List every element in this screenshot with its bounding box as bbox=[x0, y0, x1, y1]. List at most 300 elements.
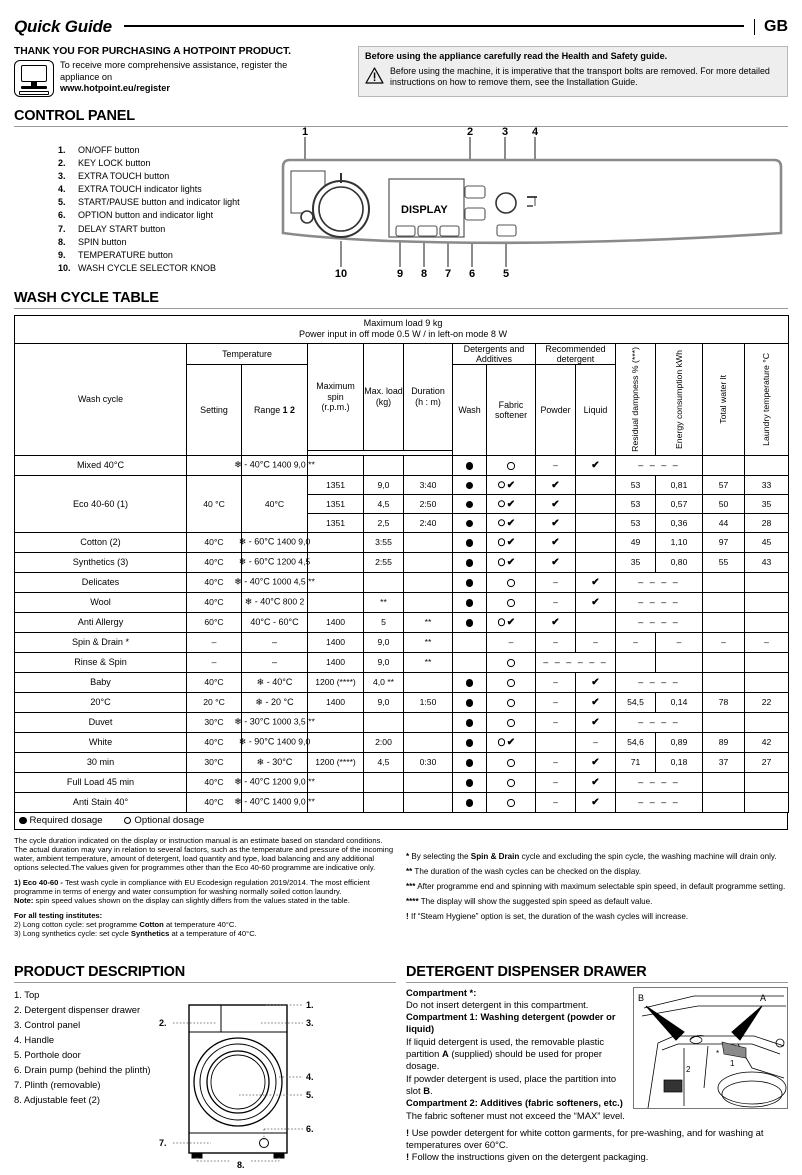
optional-dosage-icon bbox=[507, 719, 515, 727]
cell-total-water bbox=[703, 712, 745, 732]
col-detergents: Detergents and Additives bbox=[453, 343, 536, 365]
table-row bbox=[15, 592, 789, 612]
cell-powder bbox=[536, 475, 576, 494]
check-icon: ✔ bbox=[591, 697, 600, 709]
note-duration: The cycle duration indicated on the display or instruction manual is an estimate based on standard conditions. The actual duration may vary in relation to several factors, such as the temperature and pressure of the incoming water, ambient temperature, amount of detergent, load quantity and type, load balancing and any additional options selected.The values given for programmes other than the Eco 40-60 programme are indicative only. bbox=[14, 835, 394, 872]
cell-residual-energy: – – – – bbox=[616, 455, 703, 475]
check-icon: ✔ bbox=[591, 677, 600, 689]
cell-wash-dosage bbox=[453, 592, 487, 612]
cp-item-label: SPIN button bbox=[78, 236, 127, 247]
cell-residual-energy: – – – – bbox=[616, 572, 703, 592]
cell-max-spin bbox=[308, 772, 364, 792]
table-row bbox=[15, 792, 789, 812]
cell-max-load: 9,0 bbox=[364, 652, 404, 672]
cell-setting: 40°C bbox=[187, 772, 242, 792]
control-panel-section bbox=[14, 127, 788, 279]
required-dosage-icon bbox=[466, 462, 474, 470]
cell-max-load: 5 bbox=[364, 612, 404, 632]
optional-dosage-icon bbox=[498, 500, 506, 508]
cell-range: – bbox=[242, 632, 308, 652]
pd-callout-3: 3. bbox=[305, 1017, 314, 1028]
cell-total-water: 57 bbox=[703, 475, 745, 494]
intro-section bbox=[14, 46, 788, 97]
table-row bbox=[15, 652, 789, 672]
table-row bbox=[15, 475, 789, 494]
cell-max-load: 4,5 bbox=[364, 494, 404, 513]
cell-max-spin: 1400 bbox=[308, 652, 364, 672]
page-header bbox=[14, 14, 788, 40]
cell-setting: 60°C bbox=[187, 612, 242, 632]
cell-wash-cycle: Cotton (2) bbox=[15, 532, 187, 552]
compartment-2-heading: Compartment 2: Additives (fabric softeners, etc.) bbox=[406, 1097, 623, 1109]
cell-powder: – bbox=[536, 712, 576, 732]
cell-max-load bbox=[364, 572, 404, 592]
table-row bbox=[15, 532, 789, 552]
cp-item-number: 7. bbox=[58, 223, 66, 234]
cp-item-number: 8. bbox=[58, 236, 66, 247]
table-row bbox=[15, 672, 789, 692]
cell-total-water bbox=[703, 792, 745, 812]
pd-item: 8. Adjustable feet (2) bbox=[14, 1094, 100, 1106]
cell-energy-consumption bbox=[656, 652, 703, 672]
cell-powder bbox=[536, 532, 576, 552]
required-dosage-icon bbox=[466, 679, 474, 687]
cell-laundry-temperature: 35 bbox=[745, 494, 789, 513]
cell-residual-energy: – – – – bbox=[616, 792, 703, 812]
table-row bbox=[15, 772, 789, 792]
required-dosage-icon bbox=[466, 619, 474, 627]
cell-fabric-softener bbox=[487, 455, 536, 475]
register-line-2: appliance on bbox=[60, 71, 113, 82]
cell-fabric-softener bbox=[487, 652, 536, 672]
cell-range: ❄ - 60°C 1200 4,5 bbox=[242, 552, 308, 572]
cell-wash-dosage bbox=[453, 712, 487, 732]
cell-max-spin: 1351 bbox=[308, 513, 364, 532]
col-energy-consumption: Energy consumption kWh bbox=[656, 343, 703, 455]
cell-residual-energy: – – – – bbox=[616, 712, 703, 732]
cell-residual-dampness: – bbox=[616, 632, 656, 652]
check-icon: ✔ bbox=[506, 537, 516, 549]
cell-max-spin: 1200 (****) bbox=[308, 752, 364, 772]
pd-item: 7. Plinth (removable) bbox=[14, 1079, 101, 1091]
cp-item-label: START/PAUSE button and indicator light bbox=[78, 197, 240, 208]
check-icon: ✔ bbox=[591, 717, 600, 729]
cell-residual-dampness: 53 bbox=[616, 494, 656, 513]
col-setting: Setting bbox=[187, 365, 242, 455]
pd-item: 6. Drain pump (behind the plinth) bbox=[14, 1064, 151, 1076]
required-dosage-icon bbox=[466, 699, 474, 707]
cell-wash-dosage bbox=[453, 692, 487, 712]
drawer-warning-2: ! Follow the instructions given on the detergent packaging. bbox=[406, 1151, 649, 1163]
footnote-2: ** The duration of the wash cycles can be checked on the display. bbox=[406, 866, 642, 876]
cell-fabric-softener bbox=[487, 752, 536, 772]
cell-residual-dampness: 53 bbox=[616, 475, 656, 494]
pd-callout-8: 8. bbox=[236, 1159, 245, 1170]
cell-fabric-softener bbox=[487, 552, 536, 572]
required-dosage-icon bbox=[466, 779, 474, 787]
cell-duration: ** bbox=[404, 632, 453, 652]
table-row bbox=[15, 732, 789, 752]
cell-liquid bbox=[576, 455, 616, 475]
header-rule bbox=[124, 25, 744, 27]
pd-callout-5: 5. bbox=[305, 1089, 314, 1100]
cell-wash-cycle: Synthetics (3) bbox=[15, 552, 187, 572]
footnote-3: *** After programme end and spinning with maximum selectable spin speed, in default programme setting. bbox=[406, 881, 786, 891]
callout-8: 8 bbox=[420, 268, 428, 277]
cell-max-load: 9,0 bbox=[364, 692, 404, 712]
cell-liquid bbox=[576, 612, 616, 632]
cell-setting: 40°C bbox=[187, 552, 242, 572]
cell-max-load: 2,5 bbox=[364, 513, 404, 532]
cell-total-water: 44 bbox=[703, 513, 745, 532]
check-icon: ✔ bbox=[591, 797, 600, 809]
cell-setting: – bbox=[187, 652, 242, 672]
control-panel-heading: CONTROL PANEL bbox=[14, 108, 135, 124]
cell-liquid bbox=[576, 772, 616, 792]
cell-wash-cycle: Anti Stain 40° bbox=[15, 792, 187, 812]
cell-laundry-temperature: 33 bbox=[745, 475, 789, 494]
cell-liquid bbox=[576, 552, 616, 572]
cell-wash-dosage bbox=[453, 532, 487, 552]
check-icon: ✔ bbox=[591, 597, 600, 609]
cell-max-spin: 1351 bbox=[308, 494, 364, 513]
cell-duration: 3:40 bbox=[404, 475, 453, 494]
cell-powder bbox=[536, 513, 576, 532]
cell-powder: – bbox=[536, 455, 576, 475]
optional-dosage-icon bbox=[498, 558, 506, 566]
cell-residual-dampness: 53 bbox=[616, 513, 656, 532]
cell-residual-dampness: 54,5 bbox=[616, 692, 656, 712]
cell-range: 40°C - 60°C bbox=[242, 612, 308, 632]
col-range: Range 1 2 bbox=[242, 365, 308, 455]
col-laundry-temperature: Laundry temperature °C bbox=[745, 343, 789, 455]
cell-max-load: 3:55 bbox=[364, 532, 404, 552]
check-icon: ✔ bbox=[506, 557, 516, 569]
cell-max-load: 4,0 ** bbox=[364, 672, 404, 692]
thank-you-block bbox=[14, 46, 344, 97]
required-dosage-icon bbox=[466, 759, 474, 767]
optional-dosage-icon bbox=[498, 738, 506, 746]
cell-fabric-softener bbox=[487, 792, 536, 812]
cell-total-water bbox=[703, 572, 745, 592]
check-icon: ✔ bbox=[551, 479, 560, 491]
footnote-5: ! If “Steam Hygiene” option is set, the duration of the wash cycles will increase. bbox=[406, 911, 689, 921]
wash-table-body bbox=[15, 455, 789, 812]
cell-laundry-temperature: – bbox=[745, 632, 789, 652]
required-dosage-icon bbox=[466, 520, 474, 528]
cell-duration: ** bbox=[404, 652, 453, 672]
callout-3: 3 bbox=[501, 127, 509, 138]
wash-cycle-table-wrap bbox=[14, 315, 788, 830]
cell-wash-dosage bbox=[453, 494, 487, 513]
cell-wash-cycle: 30 min bbox=[15, 752, 187, 772]
cell-wash-dosage bbox=[453, 732, 487, 752]
cell-wash-dosage bbox=[453, 572, 487, 592]
cell-max-spin: 1400 bbox=[308, 692, 364, 712]
detergent-drawer-section bbox=[406, 953, 788, 1170]
callout-7: 7 bbox=[444, 268, 452, 277]
notes-left bbox=[14, 836, 406, 945]
check-icon: ✔ bbox=[591, 460, 600, 472]
cell-setting: 40°C bbox=[187, 572, 242, 592]
wash-table-heading: WASH CYCLE TABLE bbox=[14, 290, 159, 306]
max-load-cell bbox=[15, 316, 789, 344]
table-header-row-1 bbox=[15, 343, 789, 365]
pd-callout-7: 7. bbox=[158, 1137, 167, 1148]
cell-total-water: 89 bbox=[703, 732, 745, 752]
optional-dosage-icon bbox=[507, 599, 515, 607]
cell-range: 40°C bbox=[242, 475, 308, 532]
required-dosage-icon bbox=[466, 501, 474, 509]
cell-powder: – bbox=[536, 632, 576, 652]
display-label: DISPLAY bbox=[401, 204, 448, 216]
cell-duration bbox=[404, 712, 453, 732]
cell-laundry-temperature bbox=[745, 672, 789, 692]
cell-energy-consumption: 0,14 bbox=[656, 692, 703, 712]
control-panel-diagram bbox=[269, 127, 802, 277]
cell-powder: – bbox=[536, 592, 576, 612]
cell-total-water bbox=[703, 592, 745, 612]
table-row bbox=[15, 632, 789, 652]
cell-max-load bbox=[364, 455, 404, 475]
optional-dosage-icon bbox=[124, 817, 132, 825]
cell-duration bbox=[404, 732, 453, 752]
cell-wash-dosage bbox=[453, 792, 487, 812]
callout-10: 10 bbox=[334, 268, 348, 277]
optional-dosage-icon bbox=[507, 779, 515, 787]
wash-cycle-table bbox=[14, 315, 789, 813]
cell-max-spin: 1400 bbox=[308, 612, 364, 632]
cell-laundry-temperature bbox=[745, 792, 789, 812]
compartment-1-heading: Compartment 1: Washing detergent (powder or liquid) bbox=[406, 1011, 616, 1035]
cell-fabric-softener bbox=[487, 532, 536, 552]
optional-dosage-icon bbox=[498, 481, 506, 489]
cp-item-number: 5. bbox=[58, 197, 66, 208]
cell-laundry-temperature bbox=[745, 592, 789, 612]
cell-duration bbox=[404, 532, 453, 552]
col-max-spin: Maximum spin (r.p.m.) bbox=[308, 343, 364, 450]
compartment-2-text: The fabric softener must not exceed the “MAX” level. bbox=[406, 1109, 625, 1121]
page-title: Quick Guide bbox=[14, 17, 112, 36]
cell-total-water: 37 bbox=[703, 752, 745, 772]
cell-wash-dosage bbox=[453, 612, 487, 632]
table-row bbox=[15, 692, 789, 712]
cell-wash-dosage bbox=[453, 552, 487, 572]
cell-setting: – bbox=[187, 632, 242, 652]
cell-wash-cycle: White bbox=[15, 732, 187, 752]
cell-wash-dosage bbox=[453, 772, 487, 792]
cell-setting: 20 °C bbox=[187, 692, 242, 712]
cp-item-label: WASH CYCLE SELECTOR KNOB bbox=[78, 262, 217, 273]
cell-wash-cycle: Eco 40-60 (1) bbox=[15, 475, 187, 532]
optional-dosage-icon bbox=[507, 799, 515, 807]
detergent-drawer-text: Compartment *: Do not insert detergent in this compartment. Compartment 1: Washing detergent (powder or liquid) If liquid detergent is used, the removable plastic partition A (supplied) should be used for proper dosage. If powder detergent is used, place the partition into slot B. Compartment 2: Additives (fabric softeners, etc.) The fabric softener must not exceed the “MAX” level. bbox=[406, 986, 625, 1121]
cp-item-number: 6. bbox=[58, 210, 66, 221]
cell-max-load bbox=[364, 792, 404, 812]
cell-powder bbox=[536, 552, 576, 572]
col-liquid: Liquid bbox=[576, 365, 616, 455]
cell-energy-consumption: 0,80 bbox=[656, 552, 703, 572]
check-icon: ✔ bbox=[551, 498, 560, 510]
register-line-1: To receive more comprehensive assistance, register the bbox=[60, 60, 288, 70]
cell-wash-dosage bbox=[453, 455, 487, 475]
cp-item-number: 2. bbox=[58, 158, 66, 169]
required-dosage-icon bbox=[466, 799, 474, 807]
cell-laundry-temperature: 22 bbox=[745, 692, 789, 712]
cell-residual-energy: – – – – bbox=[616, 672, 703, 692]
cell-max-load: 9,0 bbox=[364, 475, 404, 494]
register-text bbox=[60, 60, 287, 97]
cell-fabric-softener: – bbox=[487, 632, 536, 652]
cell-max-load: 2:55 bbox=[364, 552, 404, 572]
cell-powder bbox=[536, 494, 576, 513]
check-icon: ✔ bbox=[506, 617, 516, 629]
cell-range: ❄ - 30°C bbox=[242, 752, 308, 772]
detergent-drawer-heading: DETERGENT DISPENSER DRAWER bbox=[406, 963, 647, 980]
cell-laundry-temperature bbox=[745, 572, 789, 592]
optional-dosage-icon bbox=[507, 462, 515, 470]
cell-fabric-softener bbox=[487, 572, 536, 592]
cell-setting: 40°C bbox=[187, 792, 242, 812]
pd-item: 4. Handle bbox=[14, 1033, 55, 1045]
cell-range: ❄ - 40°C bbox=[242, 672, 308, 692]
cell-max-spin bbox=[308, 532, 364, 552]
cell-liquid bbox=[576, 475, 616, 494]
cp-item-label: DELAY START button bbox=[78, 223, 166, 234]
cell-fabric-softener bbox=[487, 672, 536, 692]
cell-duration: 1:50 bbox=[404, 692, 453, 712]
cp-item-label: EXTRA TOUCH indicator lights bbox=[78, 184, 202, 195]
cell-wash-cycle: Duvet bbox=[15, 712, 187, 732]
cp-item-number: 1. bbox=[58, 145, 66, 155]
required-dosage-icon bbox=[466, 579, 474, 587]
cell-laundry-temperature bbox=[745, 455, 789, 475]
cell-max-spin bbox=[308, 712, 364, 732]
cell-wash-cycle: 20°C bbox=[15, 692, 187, 712]
cell-range: ❄ - 20 °C bbox=[242, 692, 308, 712]
cell-liquid: – bbox=[576, 632, 616, 652]
safety-heading: Before using the appliance carefully read the Health and Safety guide. bbox=[365, 51, 668, 61]
cell-laundry-temperature: 28 bbox=[745, 513, 789, 532]
cell-residual-dampness: 35 bbox=[616, 552, 656, 572]
cell-duration bbox=[404, 572, 453, 592]
cell-max-spin bbox=[308, 455, 364, 475]
check-icon: ✔ bbox=[506, 517, 516, 529]
cell-energy-consumption: 0,89 bbox=[656, 732, 703, 752]
callout-9: 9 bbox=[396, 268, 404, 277]
cell-max-load: 2:00 bbox=[364, 732, 404, 752]
cell-max-spin: 1351 bbox=[308, 475, 364, 494]
pd-item: 2. Detergent dispenser drawer bbox=[14, 1003, 141, 1015]
cell-max-spin bbox=[308, 572, 364, 592]
cell-setting: 40°C bbox=[187, 672, 242, 692]
table-row bbox=[15, 572, 789, 592]
cell-wash-cycle: Spin & Drain * bbox=[15, 632, 187, 652]
cell-wash-cycle: Anti Allergy bbox=[15, 612, 187, 632]
drawer-warning-1: ! Use powder detergent for white cotton garments, for pre-washing, and for washing at temperatures over 60°C. bbox=[406, 1126, 764, 1151]
cell-powder bbox=[536, 732, 576, 752]
cell-laundry-temperature: 27 bbox=[745, 752, 789, 772]
cell-duration bbox=[404, 792, 453, 812]
col-recommended: Recommended detergent bbox=[536, 343, 616, 365]
cell-max-spin bbox=[308, 592, 364, 612]
cell-range: ❄ - 40°C 1000 4,5 ** bbox=[242, 572, 308, 592]
pd-callout-4: 4. bbox=[305, 1071, 314, 1082]
pd-item: 5. Porthole door bbox=[14, 1048, 81, 1060]
cell-powder: – bbox=[536, 752, 576, 772]
cell-residual-energy: – – – – bbox=[616, 592, 703, 612]
optional-dosage-icon bbox=[507, 759, 515, 767]
cp-item-label: ON/OFF button bbox=[78, 145, 140, 155]
cell-setting: 40°C bbox=[187, 532, 242, 552]
cell-laundry-temperature: 45 bbox=[745, 532, 789, 552]
cell-duration bbox=[404, 552, 453, 572]
notes-section bbox=[14, 836, 788, 945]
cell-max-load bbox=[364, 712, 404, 732]
register-url[interactable]: www.hotpoint.eu/register bbox=[60, 83, 170, 94]
dosage-legend bbox=[14, 813, 788, 830]
cell-duration bbox=[404, 592, 453, 612]
cell-total-water bbox=[703, 455, 745, 475]
cell-powder: – bbox=[536, 792, 576, 812]
cp-item-number: 10. bbox=[58, 262, 71, 273]
monitor-icon bbox=[14, 60, 54, 97]
cell-wash-dosage bbox=[453, 475, 487, 494]
cell-liquid bbox=[576, 592, 616, 612]
required-dosage-icon bbox=[466, 599, 474, 607]
callout-6: 6 bbox=[468, 268, 476, 277]
cell-powder: – bbox=[536, 572, 576, 592]
note-eco: 1) Eco 40-60 - Test wash cycle in compliance with EU Ecodesign regulation 2019/2014. The most efficient programme in terms of energy and water consumption for washing normally soiled cotton laundry. Note: spin speed values shown on the display can slightly differs from the values stated in the table. bbox=[14, 878, 370, 906]
cell-wash-dosage bbox=[453, 752, 487, 772]
required-dosage-icon bbox=[466, 719, 474, 727]
cp-item-label: EXTRA TOUCH button bbox=[78, 171, 170, 182]
check-icon: ✔ bbox=[551, 617, 560, 629]
cell-fabric-softener bbox=[487, 592, 536, 612]
cell-laundry-temperature bbox=[745, 712, 789, 732]
cell-liquid bbox=[576, 572, 616, 592]
cell-laundry-temperature: 42 bbox=[745, 732, 789, 752]
cell-liquid bbox=[576, 692, 616, 712]
cell-fabric-softener bbox=[487, 612, 536, 632]
cell-setting: 40°C bbox=[187, 592, 242, 612]
cell-energy-consumption: 0,18 bbox=[656, 752, 703, 772]
cell-max-spin bbox=[308, 732, 364, 752]
col-duration: Duration (h : m) bbox=[404, 343, 453, 450]
cell-total-water: 97 bbox=[703, 532, 745, 552]
cell-fabric-softener bbox=[487, 772, 536, 792]
drawer-label-B: B bbox=[638, 992, 645, 1003]
required-dosage-icon bbox=[466, 482, 474, 490]
cell-total-water bbox=[703, 652, 745, 672]
check-icon: ✔ bbox=[591, 757, 600, 769]
cp-item-label: KEY LOCK button bbox=[78, 158, 151, 169]
cell-max-spin: 1400 bbox=[308, 632, 364, 652]
check-icon: ✔ bbox=[551, 557, 560, 569]
cell-energy-consumption: 0,81 bbox=[656, 475, 703, 494]
cell-total-water: – bbox=[703, 632, 745, 652]
cell-range: ❄ - 40°C 1400 9,0 ** bbox=[242, 455, 308, 475]
check-icon: ✔ bbox=[591, 577, 600, 589]
check-icon: ✔ bbox=[506, 737, 516, 749]
cell-wash-cycle: Baby bbox=[15, 672, 187, 692]
required-dosage-icon bbox=[466, 539, 474, 547]
compartment-star-text: Do not insert detergent in this compartment. bbox=[406, 998, 589, 1010]
cell-range: ❄ - 40°C 800 2 bbox=[242, 592, 308, 612]
cell-wash-cycle: Full Load 45 min bbox=[15, 772, 187, 792]
product-description-section bbox=[14, 953, 406, 1170]
cp-item-label: OPTION button and indicator light bbox=[78, 210, 214, 221]
